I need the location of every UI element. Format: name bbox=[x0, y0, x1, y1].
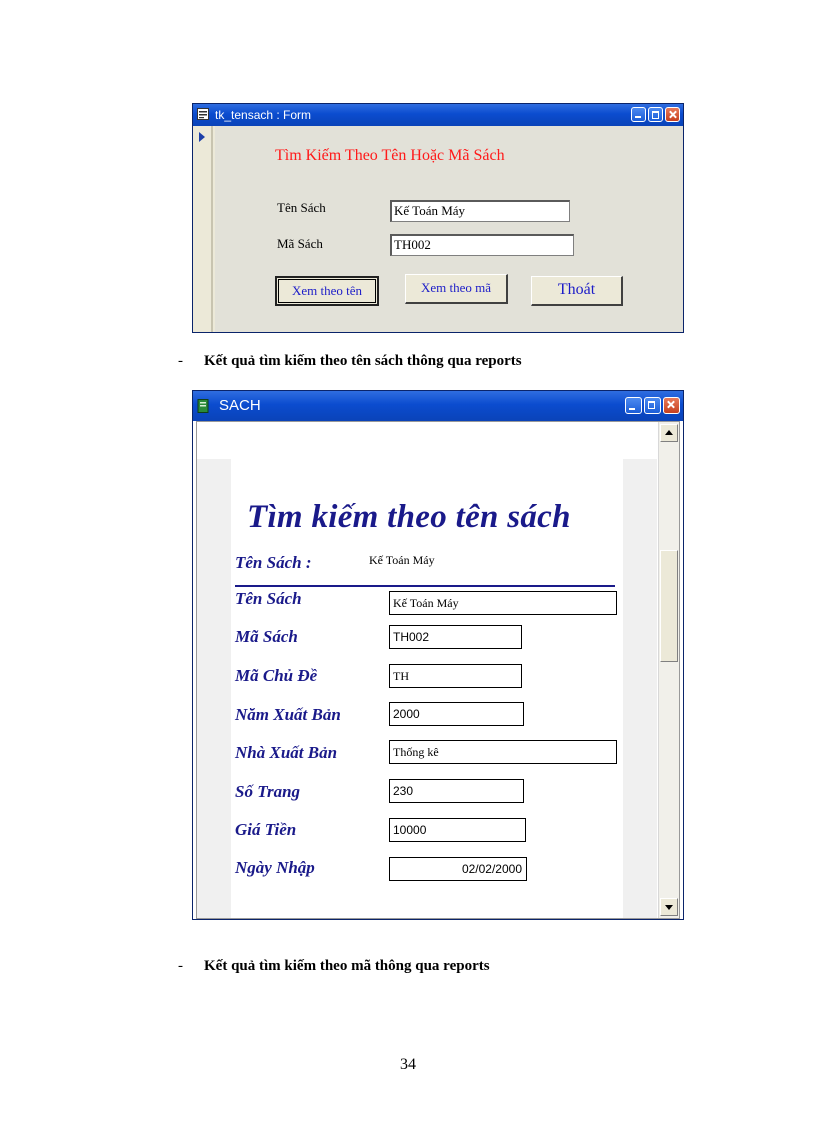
close-button[interactable] bbox=[665, 107, 680, 122]
report-header-label: Tên Sách : bbox=[235, 553, 312, 572]
minimize-button[interactable] bbox=[625, 397, 642, 414]
row-label-book-name: Tên Sách bbox=[235, 589, 302, 608]
scroll-down-icon[interactable] bbox=[660, 898, 678, 916]
report-header-value: Kế Toán Máy bbox=[369, 553, 435, 567]
row-label-page-count: Số Trang bbox=[235, 782, 301, 801]
report-title: Tìm kiếm theo tên sách bbox=[247, 499, 571, 535]
exit-button[interactable]: Thoát bbox=[531, 276, 623, 306]
scroll-up-icon[interactable] bbox=[660, 424, 678, 442]
form-window-titlebar[interactable] bbox=[193, 104, 683, 126]
row-value-page-count: 230 bbox=[389, 779, 524, 803]
caption-bullet: - bbox=[178, 958, 183, 974]
report-header-divider bbox=[235, 585, 615, 587]
row-label-book-code: Mã Sách bbox=[235, 627, 298, 646]
record-selector[interactable] bbox=[193, 126, 213, 332]
vertical-scrollbar[interactable] bbox=[658, 422, 679, 918]
maximize-button[interactable] bbox=[644, 397, 661, 414]
view-by-name-button[interactable]: Xem theo tên bbox=[275, 276, 379, 306]
row-value-publish-year: 2000 bbox=[389, 702, 524, 726]
row-value-publisher: Thống kê bbox=[389, 740, 617, 764]
form-heading: Tìm Kiếm Theo Tên Hoặc Mã Sách bbox=[275, 147, 505, 164]
form-window-title: tk_tensach : Form bbox=[215, 108, 312, 122]
row-label-publisher: Nhà Xuất Bản bbox=[235, 743, 338, 762]
row-label-price: Giá Tiền bbox=[235, 820, 297, 839]
book-name-input[interactable]: Kế Toán Máy bbox=[390, 200, 570, 222]
book-code-input[interactable]: TH002 bbox=[390, 234, 574, 256]
report-icon bbox=[197, 399, 209, 413]
row-label-topic-code: Mã Chủ Đề bbox=[235, 666, 318, 685]
row-label-publish-year: Năm Xuất Bản bbox=[235, 705, 341, 724]
row-value-book-code: TH002 bbox=[389, 625, 522, 649]
report-window bbox=[192, 390, 684, 920]
report-window-titlebar[interactable] bbox=[193, 391, 683, 421]
row-label-import-date: Ngày Nhập bbox=[235, 858, 315, 877]
caption-name-search-result: Kết quả tìm kiếm theo tên sách thông qua reports bbox=[204, 353, 522, 369]
minimize-button[interactable] bbox=[631, 107, 646, 122]
form-icon bbox=[197, 108, 209, 120]
row-value-topic-code: TH bbox=[389, 664, 522, 688]
scrollbar-thumb[interactable] bbox=[660, 550, 678, 662]
close-button[interactable] bbox=[663, 397, 680, 414]
view-by-code-button[interactable]: Xem theo mã bbox=[405, 274, 508, 304]
book-code-label: Mã Sách bbox=[277, 236, 323, 251]
page-number: 34 bbox=[400, 1056, 416, 1073]
record-pointer-icon bbox=[199, 132, 205, 142]
maximize-button[interactable] bbox=[648, 107, 663, 122]
book-name-label: Tên Sách bbox=[277, 200, 326, 215]
caption-bullet: - bbox=[178, 353, 183, 369]
row-value-import-date: 02/02/2000 bbox=[389, 857, 527, 881]
row-value-book-name: Kế Toán Máy bbox=[389, 591, 617, 615]
form-window bbox=[192, 103, 684, 333]
report-window-title: SACH bbox=[219, 397, 261, 414]
caption-code-search-result: Kết quả tìm kiếm theo mã thông qua reports bbox=[204, 958, 490, 974]
row-value-price: 10000 bbox=[389, 818, 526, 842]
